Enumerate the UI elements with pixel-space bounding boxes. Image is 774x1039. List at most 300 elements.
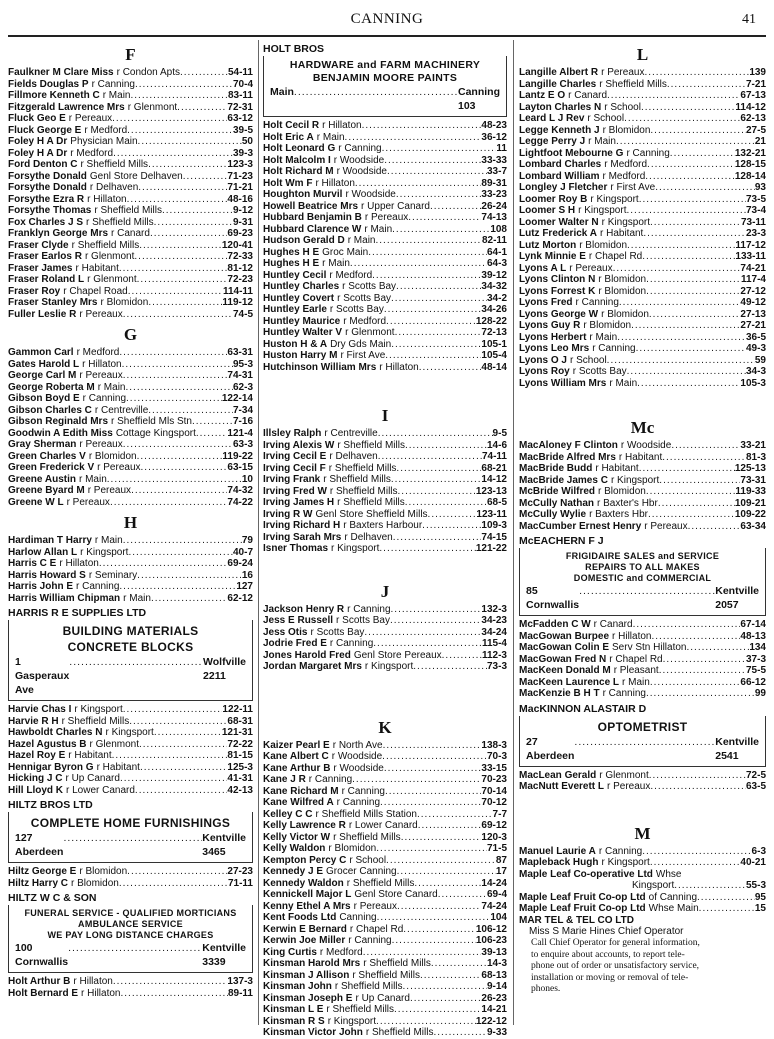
listing-entry — [519, 452, 766, 464]
listing-name: Houghton Murvil — [263, 189, 343, 200]
listing-phone-number: 34-23 — [481, 615, 507, 626]
listing-address: Genl Store Delhaven — [89, 170, 183, 182]
leader-dots — [650, 677, 741, 689]
listing-address: r Medford — [343, 315, 387, 327]
listing-entry — [519, 781, 766, 793]
listing-address: Dry Gds Main — [330, 338, 392, 350]
listing-name: McFadden C W — [519, 619, 591, 630]
listing-phone-number: 138-3 — [481, 739, 507, 751]
listing-address: r Woodside — [333, 762, 384, 774]
listing-name: Green Charles V — [8, 450, 86, 462]
listing-phone-number: 106-12 — [475, 923, 507, 935]
listing-address: r Medford — [319, 946, 363, 958]
listing-entry — [263, 463, 507, 475]
leader-dots — [69, 655, 203, 697]
listing-address: r Woodside — [345, 189, 396, 200]
listing-phone-number: 9-33 — [486, 1027, 507, 1038]
listing-address: r Kingsport — [610, 474, 660, 486]
leader-dots — [403, 924, 476, 936]
listing-phone-number: 121-31 — [221, 727, 253, 738]
listing-entry — [519, 631, 766, 643]
leader-dots — [135, 785, 228, 797]
listing-phone-number: 137-3 — [227, 976, 253, 987]
listing-address: Genl Store Canard — [354, 889, 438, 900]
listing-name: MacLean Gerald — [519, 769, 597, 781]
leader-dots — [667, 79, 746, 91]
listing-entry — [8, 228, 253, 240]
listing-entry — [519, 67, 766, 79]
listing-address: r Centreville — [324, 428, 378, 439]
leader-dots — [641, 102, 735, 114]
advertisement-text: FRIGIDAIRE SALES and SERVICE — [565, 551, 720, 561]
listing-address: r Kingsport — [74, 704, 123, 715]
leader-dots — [162, 205, 233, 217]
listing-address: r Canard — [593, 619, 633, 630]
listing-phone-number: 66-12 — [740, 676, 766, 688]
listing-entry — [8, 785, 253, 797]
listing-entry — [8, 428, 253, 440]
listing-entry — [519, 274, 766, 286]
advertisement-text: REPAIRS TO ALL MAKES — [585, 562, 700, 572]
listing-phone-number: 89-11 — [227, 987, 253, 999]
listing-phone-number: 68-21 — [481, 462, 507, 474]
listing-name: Fields Douglas P — [8, 78, 89, 90]
leader-dots — [619, 297, 741, 309]
listing-phone-number: 39-5 — [232, 124, 253, 136]
listing-phone-number: 7-7 — [492, 808, 507, 820]
listing-address: r Sheffield Mills — [328, 462, 397, 474]
listing-name: Kinsman Joseph E — [263, 992, 353, 1004]
listing-address: r Canning — [348, 935, 392, 946]
listing-entry — [263, 304, 507, 316]
listing-entry — [8, 148, 253, 160]
listing-phone-number: 114-12 — [735, 101, 766, 113]
listing-name: Loomer S H — [519, 205, 576, 216]
listing-address: r Scotts Bay — [337, 292, 392, 304]
listing-address: r Blomidon — [328, 843, 377, 854]
listing-phone-number: 27-13 — [740, 308, 766, 320]
listing-entry — [519, 297, 766, 309]
listing-entry — [519, 770, 766, 782]
listing-name: Mapleback Hugh — [519, 857, 599, 868]
listing-address: r Kingsport — [327, 1015, 377, 1027]
listing-phone-number: 49-12 — [740, 297, 766, 308]
listing-name: Harris Howard S — [8, 569, 86, 581]
listing-entry — [263, 224, 507, 236]
listing-address: r Medford — [602, 170, 646, 182]
leader-dots — [431, 958, 487, 970]
leader-dots — [294, 85, 458, 113]
listing-name: Lyons Fred — [519, 297, 573, 308]
leader-dots — [639, 463, 735, 475]
listing-name: Lyons Guy R — [519, 320, 581, 331]
page-title: CANNING — [350, 11, 424, 27]
listing-name: Kerwin Joe Miller — [263, 935, 346, 946]
listing-name: Irving Fred W — [263, 485, 327, 497]
listing-entry — [8, 359, 253, 371]
operator-note-line: Call Chief Operator for general information, — [531, 938, 700, 948]
listing-phone-number: 132-21 — [734, 147, 766, 159]
listing-entry — [8, 171, 253, 183]
listing-name: McCully Wylie — [519, 509, 587, 520]
listing-entry — [263, 935, 507, 947]
listing-entry — [519, 846, 766, 858]
listing-address: Canning — [339, 912, 377, 923]
leader-dots — [119, 263, 228, 275]
listing-address: r Canard — [568, 90, 608, 101]
leader-dots — [396, 281, 481, 293]
listing-entry — [8, 866, 253, 878]
listing-entry — [8, 485, 253, 497]
listing-phone-number: 81-12 — [227, 262, 253, 274]
listing-name: MacCumber Ernest Henry — [519, 520, 642, 532]
listing-address: r Pereaux — [644, 520, 688, 532]
listing-address: r Hillaton — [73, 976, 113, 987]
listing-name: Lyons O J — [519, 354, 567, 366]
advertisement-box — [519, 548, 766, 616]
listing-entry — [519, 148, 766, 160]
leader-dots — [138, 136, 242, 148]
listing-address: r Pereaux — [79, 370, 123, 381]
listing-address: r Pereaux — [68, 113, 113, 124]
leader-dots — [137, 570, 242, 582]
listing-entry — [263, 1027, 507, 1039]
header-rule — [8, 35, 766, 37]
operator-name: Miss S Marie Hines Chief Operator — [529, 926, 684, 937]
leader-dots — [644, 67, 749, 79]
listing-name: Franklyn George Mrs — [8, 228, 109, 239]
column-divider — [513, 40, 514, 1025]
listing-phone-number: 50 — [241, 136, 253, 147]
advertisement-text: FUNERAL SERVICE - QUALIFIED MORTICIANS — [24, 908, 237, 918]
listing-entry — [263, 316, 507, 328]
listing-name: Irving Richard H — [263, 520, 341, 531]
leader-dots — [112, 113, 227, 125]
leader-dots — [650, 857, 741, 869]
listing-name: Forsythe Ezra R — [8, 193, 85, 205]
listing-name: Faulkner M Clare Miss — [8, 67, 114, 78]
listing-name: Jackson Henry R — [263, 603, 345, 615]
listing-entry — [263, 532, 507, 544]
listing-entry — [8, 581, 253, 593]
listing-entry — [263, 763, 507, 775]
page-header — [0, 0, 774, 36]
listing-address: r Chapel Rd — [588, 251, 643, 262]
leader-dots — [380, 797, 481, 809]
listing-entry — [263, 201, 507, 213]
listing-phone-number: 106-23 — [475, 935, 507, 946]
listing-entry — [263, 339, 507, 351]
leader-dots — [414, 878, 481, 890]
listing-address: r Canning — [76, 581, 120, 592]
listing-address: r Up Canard — [355, 992, 410, 1004]
listing-address: r Sheffield Mills — [326, 1004, 395, 1015]
listing-entry — [263, 615, 507, 627]
listing-address: Genl Store Sheffield Mills — [315, 508, 428, 520]
listing-phone-number: 70-4 — [232, 78, 253, 90]
listing-phone-number: 62-3 — [232, 381, 253, 393]
listing-entry — [8, 716, 253, 728]
section-spacer — [263, 373, 507, 401]
listing-entry — [263, 627, 507, 639]
listing-entry — [8, 474, 253, 486]
listing-name: Kinsman R S — [263, 1015, 325, 1027]
listing-entry — [263, 270, 507, 282]
listing-entry — [263, 451, 507, 463]
leader-dots — [385, 786, 481, 798]
listing-phone-number: 68-5 — [486, 497, 507, 508]
listing-name: Kent Foods Ltd — [263, 912, 337, 923]
listing-entry — [519, 79, 766, 91]
listing-entry — [519, 355, 766, 367]
listing-address: r Habitant — [595, 463, 639, 474]
listing-name: MacGowan Colin E — [519, 642, 610, 653]
leader-dots — [392, 224, 490, 236]
listing-entry — [519, 366, 766, 378]
leader-dots — [419, 362, 482, 374]
leader-dots — [637, 378, 740, 390]
leader-dots — [377, 912, 491, 924]
listing-name: Lombard William — [519, 170, 600, 182]
listing-phone-number: 68-31 — [227, 715, 253, 727]
listing-name: MacGowan Fred N — [519, 653, 607, 665]
listing-entry — [8, 382, 253, 394]
advertisement-box — [519, 716, 766, 767]
listing-name: Maple Leaf Fruit Co-op Ltd — [519, 891, 646, 903]
listing-phone-number: 27-23 — [227, 866, 253, 877]
leader-dots — [391, 339, 481, 351]
listing-name: Harlow Allan L — [8, 546, 78, 558]
listing-entry — [8, 274, 253, 286]
listing-address: r Sheffield Mills — [94, 205, 162, 216]
leader-dots — [130, 90, 227, 102]
listing-entry — [519, 343, 766, 355]
listing-address: r Main — [347, 235, 376, 246]
listing-address: r Main — [364, 223, 393, 235]
listing-address: r Main — [94, 535, 123, 546]
leader-dots — [658, 498, 735, 510]
listing-entry — [8, 251, 253, 263]
leader-dots — [122, 359, 233, 371]
listing-phone-number: 74-21 — [740, 262, 766, 274]
listing-address: r Blomidon — [79, 866, 128, 877]
listing-entry — [8, 558, 253, 570]
listing-address: Whse — [655, 868, 682, 880]
listing-address: r Woodside — [336, 166, 387, 177]
listing-address: r Pereaux — [97, 462, 141, 473]
listing-phone-number: 63-12 — [227, 113, 253, 124]
leader-dots — [649, 309, 741, 321]
listing-name: Hazel Roy E — [8, 750, 66, 761]
listing-phone-number: 9-31 — [232, 216, 253, 228]
listing-entry — [519, 320, 766, 332]
advertiser-name: HOLT BROS — [263, 43, 325, 55]
listing-entry — [8, 263, 253, 275]
listing-address: r Centreville — [94, 404, 149, 416]
listing-phone-number: 70-23 — [481, 774, 507, 785]
leader-dots — [382, 143, 497, 155]
advertiser-address: 127 Aberdeen — [15, 832, 64, 858]
listing-entry — [263, 362, 507, 374]
leader-dots — [642, 251, 735, 263]
leader-dots — [123, 439, 233, 451]
listing-name: Fitzgerald Lawrence Mrs — [8, 101, 125, 113]
listing-entry — [263, 543, 507, 555]
listing-entry — [263, 178, 507, 190]
listing-phone-number: 87 — [495, 854, 507, 866]
listing-name: MacBride Budd — [519, 463, 593, 474]
listing-entry — [8, 79, 253, 91]
listing-phone-number: 7-16 — [232, 416, 253, 427]
business-advertisement — [519, 703, 766, 767]
listing-name: Lutz Morton — [519, 239, 577, 251]
leader-dots — [180, 67, 228, 79]
listing-entry — [263, 497, 507, 509]
advertisement-text: BUILDING MATERIALS — [62, 624, 199, 638]
listing-name: Harris John E — [8, 581, 74, 592]
leader-dots — [627, 366, 746, 378]
listing-name: Hubbard Clarence W — [263, 223, 362, 235]
advertisement-box — [263, 56, 507, 117]
listing-address: r Blomidon — [598, 285, 647, 297]
listing-address: r Sheffield Mills — [61, 715, 130, 727]
listing-address: r Hillaton — [81, 987, 121, 999]
listing-name: Jess Otis — [263, 626, 308, 638]
listing-entry — [8, 297, 253, 309]
leader-dots — [390, 615, 481, 627]
listing-name: Goodwin A Edith Miss — [8, 427, 113, 439]
listing-phone-number: 36-12 — [481, 131, 507, 143]
listing-address: r Kingsport — [105, 727, 154, 738]
listing-phone-number: 67-14 — [740, 619, 766, 630]
listing-entry — [519, 228, 766, 240]
listing-name: Huntley Walter V — [263, 327, 343, 338]
listing-name: Legge Perry J — [519, 136, 586, 147]
listing-name: Irving Sarah Mrs — [263, 531, 342, 543]
advertiser-phone: Kentville 2541 — [715, 735, 759, 762]
listing-phone-number: 73-4 — [745, 205, 766, 216]
listing-entry — [519, 182, 766, 194]
leader-dots — [405, 440, 487, 452]
listing-phone-number: 121-4 — [227, 427, 253, 439]
listing-address: r Lower Canard — [348, 820, 418, 831]
listing-name: Kane Albert C — [263, 751, 329, 762]
listing-name: Huntley Covert — [263, 292, 335, 304]
business-advertisement — [8, 799, 253, 863]
listing-entry — [8, 90, 253, 102]
listing-name: Gammon Carl — [8, 347, 74, 358]
listing-phone-number: 33-23 — [481, 189, 507, 200]
listing-address: r Chapel Rd — [609, 653, 663, 665]
listing-name: McBride Wilfred — [519, 486, 596, 497]
listing-phone-number: 71-21 — [227, 182, 253, 193]
listing-phone-number: 119-33 — [735, 486, 766, 497]
listing-address: of Canning — [648, 891, 698, 903]
listing-entry — [8, 347, 253, 359]
listing-phone-number: 41-31 — [227, 773, 253, 784]
listing-name: Kane Richard M — [263, 785, 339, 797]
leader-dots — [627, 240, 735, 252]
listing-phone-number: 74-24 — [481, 900, 507, 912]
listing-name: Fillmore Kenneth C — [8, 90, 100, 101]
listing-address: r Main — [622, 676, 650, 688]
listing-address: r Up Canard — [65, 773, 120, 784]
listing-address: Genl Store Pereaux — [353, 649, 442, 661]
listing-phone-number: 55-3 — [745, 880, 766, 891]
listing-entry — [263, 751, 507, 763]
listing-name: Gates Harold L — [8, 358, 80, 370]
listing-address: r First Ave — [610, 182, 656, 193]
listing-address: r School — [604, 101, 641, 113]
section-letter: I — [381, 406, 389, 425]
business-advertisement — [8, 892, 253, 973]
listing-name: MacAloney F Clinton — [519, 440, 618, 451]
leader-dots — [401, 832, 482, 844]
leader-dots — [616, 136, 755, 148]
leader-dots — [428, 509, 477, 521]
listing-address: r Canning — [341, 785, 385, 797]
leader-dots — [647, 159, 735, 171]
listing-name: Hudson Gerald D — [263, 235, 345, 246]
listing-phone-number: 33-33 — [481, 154, 507, 166]
listing-address: r Woodside — [620, 440, 672, 451]
listing-name: Holt Malcolm I — [263, 154, 331, 166]
listing-entry — [8, 535, 253, 547]
listing-phone-number: 74-11 — [481, 451, 507, 462]
listing-phone-number: 69-24 — [227, 558, 253, 569]
listing-address: r Seminary — [88, 569, 138, 581]
listing-name: Legge Kenneth J — [519, 124, 600, 136]
listing-entry — [8, 762, 253, 774]
listing-address: r Canning — [602, 688, 646, 699]
listing-name: Lyons Clinton N — [519, 274, 596, 285]
listing-entry — [263, 1004, 507, 1016]
listing-name: Holt Leonard G — [263, 143, 336, 154]
leader-dots — [378, 451, 482, 463]
listing-entry — [8, 309, 253, 321]
listing-phone-number: 17 — [495, 866, 507, 877]
listing-entry — [8, 750, 253, 762]
leader-dots — [662, 452, 746, 464]
listing-phone-number: 108 — [490, 223, 507, 235]
listing-phone-number: 132-3 — [481, 603, 507, 615]
listing-phone-number: 63-5 — [745, 781, 766, 792]
listing-address: r Kingsport — [331, 543, 380, 554]
listing-phone-number: 68-13 — [481, 969, 507, 981]
listing-phone-number: 40-21 — [740, 857, 766, 868]
listing-phone-number: 79 — [241, 535, 253, 546]
leader-dots — [355, 178, 482, 190]
listing-phone-number: 34-3 — [745, 366, 766, 377]
listing-name: Hill Lloyd K — [8, 784, 63, 796]
listing-phone-number: 122-14 — [221, 393, 253, 404]
listing-address: r Pereaux — [364, 212, 409, 223]
leader-dots — [141, 462, 228, 474]
listing-entry — [519, 217, 766, 229]
listing-name: Kennedy J E — [263, 866, 324, 877]
advertisement-text: COMPLETE HOME FURNISHINGS — [30, 816, 231, 830]
listing-phone-number: 63-3 — [232, 439, 253, 450]
listing-name: George Roberta M — [8, 381, 95, 393]
listing-entry — [519, 286, 766, 298]
listing-address: r Pereaux — [87, 485, 132, 496]
listing-entry — [8, 451, 253, 463]
listing-name: Fraser Roland L — [8, 274, 85, 285]
listing-phone-number: 71-5 — [486, 843, 507, 854]
listing-phone-number: 74-32 — [227, 485, 253, 496]
leader-dots — [650, 217, 741, 229]
listing-address: r Canard — [111, 228, 150, 239]
